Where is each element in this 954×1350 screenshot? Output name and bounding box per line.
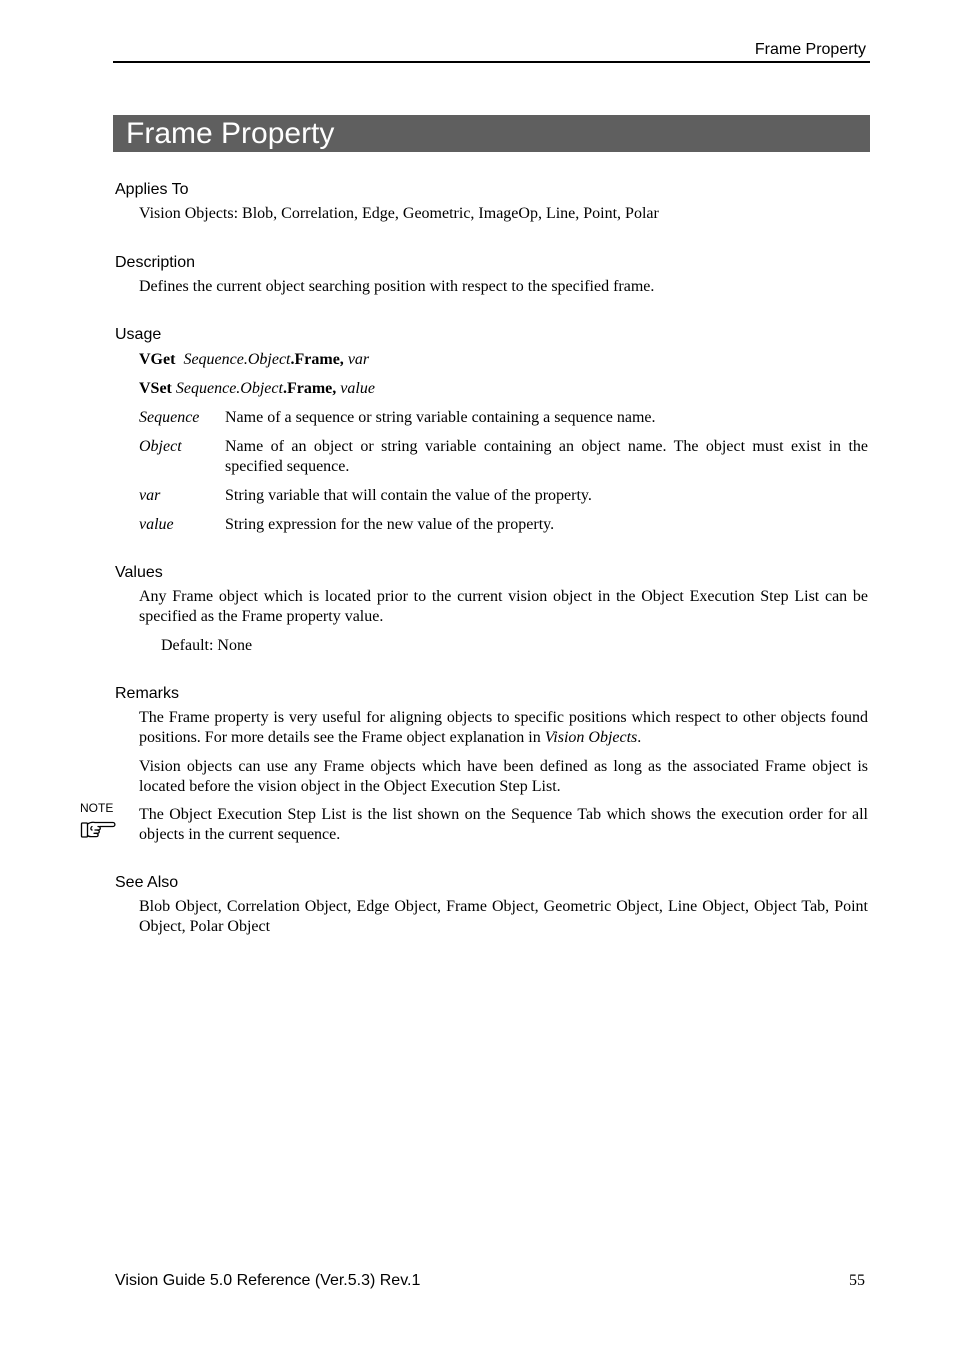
values-heading: Values (115, 564, 163, 581)
running-header-title: Frame Property (754, 41, 866, 58)
description-text: Defines the current object searching position with respect to the specified frame. (139, 278, 655, 295)
note-label: NOTE (80, 801, 114, 815)
remarks-p1-reference: Vision Objects (544, 729, 638, 746)
running-header (113, 40, 870, 63)
page-number: 55 (849, 1272, 865, 1289)
note-text: The Object Execution Step List is the list shown on the Sequence Tab which shows the execution order for all objects in the current sequence. (139, 806, 868, 843)
remarks-paragraph-2: Vision objects can use any Frame objects which have been defined as long as the associated Frame object is located before the vision object in the Object Execution Step List. (139, 758, 868, 795)
remarks-p1-end: . (637, 729, 642, 746)
usage-vset (139, 379, 375, 399)
vget-property: .Frame, (290, 351, 344, 368)
param-desc: Name of a sequence or string variable containing a sequence name. (225, 409, 656, 426)
vset-argument: value (340, 380, 375, 397)
pointing-hand-icon (80, 818, 118, 842)
vget-command: VGet (139, 351, 176, 368)
param-name: var (139, 487, 161, 504)
values-default: Default: None (161, 637, 253, 654)
remarks-paragraph-1 (139, 708, 868, 748)
description-heading: Description (115, 254, 196, 271)
vget-argument: var (347, 351, 370, 368)
param-name: Object (139, 438, 182, 455)
page-title: Frame Property (113, 115, 870, 152)
param-desc: String variable that will contain the value of the property. (225, 487, 592, 504)
usage-vget (139, 350, 369, 370)
param-desc: String expression for the new value of the property. (225, 516, 555, 533)
values-text: Any Frame object which is located prior to the current vision object in the Object Execution Step List can be specified as the Frame property value. (139, 588, 868, 625)
vset-command: VSet (139, 380, 172, 397)
applies-to-text: Vision Objects: Blob, Correlation, Edge, Geometric, ImageOp, Line, Point, Polar (139, 205, 659, 222)
applies-to-heading: Applies To (115, 181, 189, 198)
see-also-text: Blob Object, Correlation Object, Edge Object, Frame Object, Geometric Object, Line Object, Object Tab, Point Object, Polar Object (139, 898, 868, 935)
see-also-heading: See Also (115, 874, 179, 891)
remarks-p1-text: The Frame property is very useful for aligning objects to specific positions which respect to other objects found positions. For more details see the Frame object explanation in (139, 709, 868, 746)
vset-sequence-object: Sequence.Object (175, 380, 283, 397)
remarks-heading: Remarks (115, 685, 180, 702)
param-name: Sequence (139, 409, 200, 426)
vget-sequence-object: Sequence.Object (183, 351, 291, 368)
footer-document-title: Vision Guide 5.0 Reference (Ver.5.3) Rev.1 (115, 1272, 421, 1289)
vset-property: .Frame, (282, 380, 337, 397)
param-desc: Name of an object or string variable containing an object name. The object must exist in the specified sequence. (225, 438, 868, 475)
usage-heading: Usage (115, 326, 162, 343)
param-name: value (139, 516, 174, 533)
